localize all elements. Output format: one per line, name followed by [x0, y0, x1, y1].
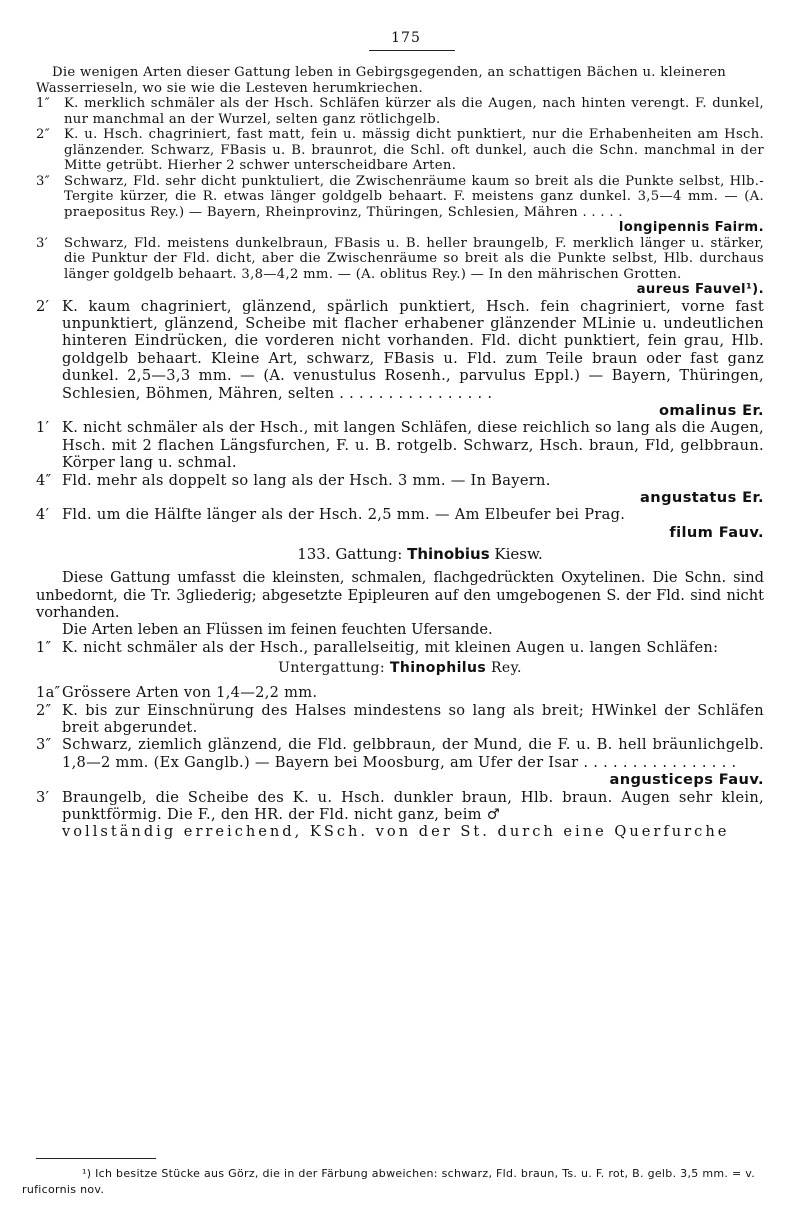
- key-lead: 3″: [36, 173, 50, 189]
- key-text-spaced: vollständig erreichend, KSch. von der St. durch eine Querfurche: [62, 823, 730, 841]
- genus-author: Kiesw.: [494, 545, 543, 564]
- key-body: [64, 236, 764, 298]
- key-body: [64, 174, 764, 236]
- header-rule: [369, 50, 455, 51]
- key-lead: 1′: [36, 419, 50, 437]
- key-section-b: [36, 298, 764, 542]
- key-text: K. nicht schmäler als der Hsch., mit langen Schläfen, diese reichlich so lang als die Augen, Hsch. mit 2 flachen Längsfurchen, F. u. B. rotgelb. Schwarz, Hsch. braun, Fld, gelbbraun. Körper lang u. schmal.: [62, 419, 764, 472]
- species-name: aureus Fauvel¹).: [636, 282, 764, 297]
- key-body: [62, 736, 764, 788]
- key-lead: 1″: [36, 96, 50, 111]
- genus-name: Thinobius: [407, 545, 490, 564]
- key-text: Fld. um die Hälfte länger als der Hsch. 2,5 mm. — Am Elbeufer bei Prag.: [62, 506, 626, 524]
- key-entry: [36, 96, 764, 127]
- key-text: Schwarz, Fld. meistens dunkelbraun, FBasis u. B. heller braungelb, F. merklich länger u. stärker, die Punktur der Fld. dicht, aber die Zwischenräume so breit als die Punkte selbst, Hlb. durchaus länger goldgelb behaart. 3,8—4,2 mm. — (A. oblitus Rey.) — In den mährischen Grotten.: [64, 235, 764, 282]
- key-section-c: [36, 684, 764, 841]
- intro-paragraph: Die wenigen Arten dieser Gattung leben in Gebirgsgegenden, an schattigen Bächen u. kleineren Wasserrieseln, wo sie wie die Lesteven herumkriechen.: [36, 65, 727, 96]
- footnote: ¹) Ich besitze Stücke aus Görz, die in der Färbung abweichen: schwarz, Fld. braun, Ts. u. F. rot, B. gelb. 3,5 mm. = v. ruficornis nov.: [22, 1167, 756, 1196]
- key-entry: [36, 684, 764, 701]
- key-body: [62, 789, 764, 841]
- key-text: Schwarz, ziemlich glänzend, die Fld. gelbbraun, der Mund, die F. u. B. hell bräunlichgelb. 1,8—2 mm. (Ex Ganglb.) — Bayern bei Moosburg, am Ufer der Isar . . . . . . . . . . . . . . . .: [62, 736, 764, 771]
- key-body: [62, 506, 764, 541]
- key-text: K. kaum chagriniert, glänzend, spärlich punktiert, Hsch. fein chagriniert, vorne fast unpunktiert, glänzend, Scheibe mit flacher erhabener glänzender MLinie u. undeutlichen hinteren Eindrücken, die vorderen nicht vorhanden. Fld. dicht punktiert, fein grau, Hlb. goldgelb behaart. Kleine Art, schwarz, FBasis u. Fld. zum Teile braun oder fast ganz dunkel. 2,5—3,3 mm. — (A. venustulus Rosenh., parvulus Eppl.) — Bayern, Thüringen, Schlesien, Böhmen, Mähren, selten . . . . . . . . . . . . . . . .: [62, 297, 764, 402]
- key-entry: [36, 236, 764, 298]
- species-line: [62, 524, 764, 541]
- key-lead: 2′: [36, 297, 50, 315]
- key-lead: 3″: [36, 736, 52, 754]
- key-text: Braungelb, die Scheibe des K. u. Hsch. dunkler braun, Hlb. braun. Augen sehr klein, punktförmig. Die F., den HR. der Fld. nicht ganz, beim ♂: [62, 788, 764, 824]
- species-line: [62, 489, 764, 506]
- subgenus-name: Thinophilus: [389, 660, 487, 677]
- subgenus-author: Rey.: [490, 660, 522, 677]
- key-text: K. bis zur Einschnürung des Halses mindestens so lang als breit; HWinkel der Schläfen breit abgerundet.: [62, 701, 764, 737]
- key-text: K. u. Hsch. chagriniert, fast matt, fein u. mässig dicht punktiert, nur die Erhabenheiten am Hsch. glänzender. Schwarz, FBasis u. B. braunrot, die Schl. oft dunkel, auch die Schn. manchmal in der Mitte getrübt. Hierher 2 schwer unterscheidbare Arten.: [64, 127, 764, 173]
- key-section-b-wrap: [36, 298, 764, 841]
- key-text: K. nicht schmäler als der Hsch., parallelseitig, mit kleinen Augen u. langen Schläfen:: [62, 638, 719, 656]
- key-lead: 4′: [36, 506, 50, 524]
- habitat-note: Die Arten leben an Flüssen im feinen feuchten Ufersande.: [62, 621, 493, 639]
- subgenus-prefix: Untergattung:: [278, 660, 386, 677]
- subgenus-heading: [36, 660, 764, 676]
- key-lead: 1a″: [36, 684, 61, 702]
- key-entry: [36, 702, 764, 737]
- key-text: K. merklich schmäler als der Hsch. Schläfen kürzer als die Augen, nach hinten verengt. F. dunkel, nur manchmal an der Wurzel, selten ganz rötlichgelb.: [64, 96, 764, 127]
- key-entry: [36, 789, 764, 841]
- genus-description: Diese Gattung umfasst die kleinsten, schmalen, flachgedrückten Oxytelinen. Die Schn. sind unbedornt, die Tr. 3gliederig; abgesetzte Epipleuren auf den umgebogenen S. der Fld. sind nicht vorhanden.: [36, 569, 764, 621]
- key-body: [62, 419, 764, 471]
- key-body: [64, 96, 764, 127]
- species-line: [64, 282, 764, 298]
- key-entry: [36, 506, 764, 541]
- key-text: Grössere Arten von 1,4—2,2 mm.: [62, 684, 318, 702]
- footnote-rule: [36, 1158, 156, 1159]
- key-body: [62, 684, 764, 701]
- key-entry: [36, 472, 764, 507]
- key-body: [64, 127, 764, 174]
- key-body: [62, 298, 764, 420]
- key-entry: [36, 419, 764, 471]
- key-body: [62, 472, 764, 507]
- key-text: Fld. mehr als doppelt so lang als der Hsch. 3 mm. — In Bayern.: [62, 471, 551, 489]
- species-line: [62, 402, 764, 419]
- key-body: [62, 702, 764, 737]
- key-entry: [36, 736, 764, 788]
- species-name: longipennis Fairm.: [618, 220, 764, 235]
- species-line: [62, 771, 764, 788]
- key-lead: 3′: [36, 788, 50, 806]
- page-number: 175: [391, 30, 421, 46]
- genus-heading: [76, 545, 764, 563]
- key-lead: 3′: [36, 235, 48, 251]
- key-entry: [36, 298, 764, 420]
- key-lead: 2″: [36, 127, 50, 142]
- key-entry: [36, 174, 764, 236]
- page-content: [36, 30, 764, 841]
- key-lead: 1″: [36, 638, 52, 656]
- key-lead: 2″: [36, 701, 52, 719]
- species-name: angusticeps Fauv.: [609, 771, 764, 789]
- species-name: omalinus Er.: [658, 401, 764, 419]
- key-entry: [36, 127, 764, 174]
- species-name: angustatus Er.: [640, 488, 764, 506]
- genus-prefix: 133. Gattung:: [297, 545, 403, 564]
- key-section-a: [36, 96, 764, 298]
- species-line: [64, 220, 764, 236]
- species-name: filum Fauv.: [669, 523, 764, 541]
- key-entry: [36, 639, 764, 656]
- key-text: Schwarz, Fld. sehr dicht punktuliert, die Zwischenräume kaum so breit als die Punkte selbst, Hlb.-Tergite kürzer, die R. etwas länger goldgelb behaart. F. meistens ganz dunkel. 3,5—4 mm. — (A. praepositus Rey.) — Bayern, Rheinprovinz, Thüringen, Schlesien, Mähren . . . . .: [64, 173, 764, 220]
- key-lead: 4″: [36, 471, 52, 489]
